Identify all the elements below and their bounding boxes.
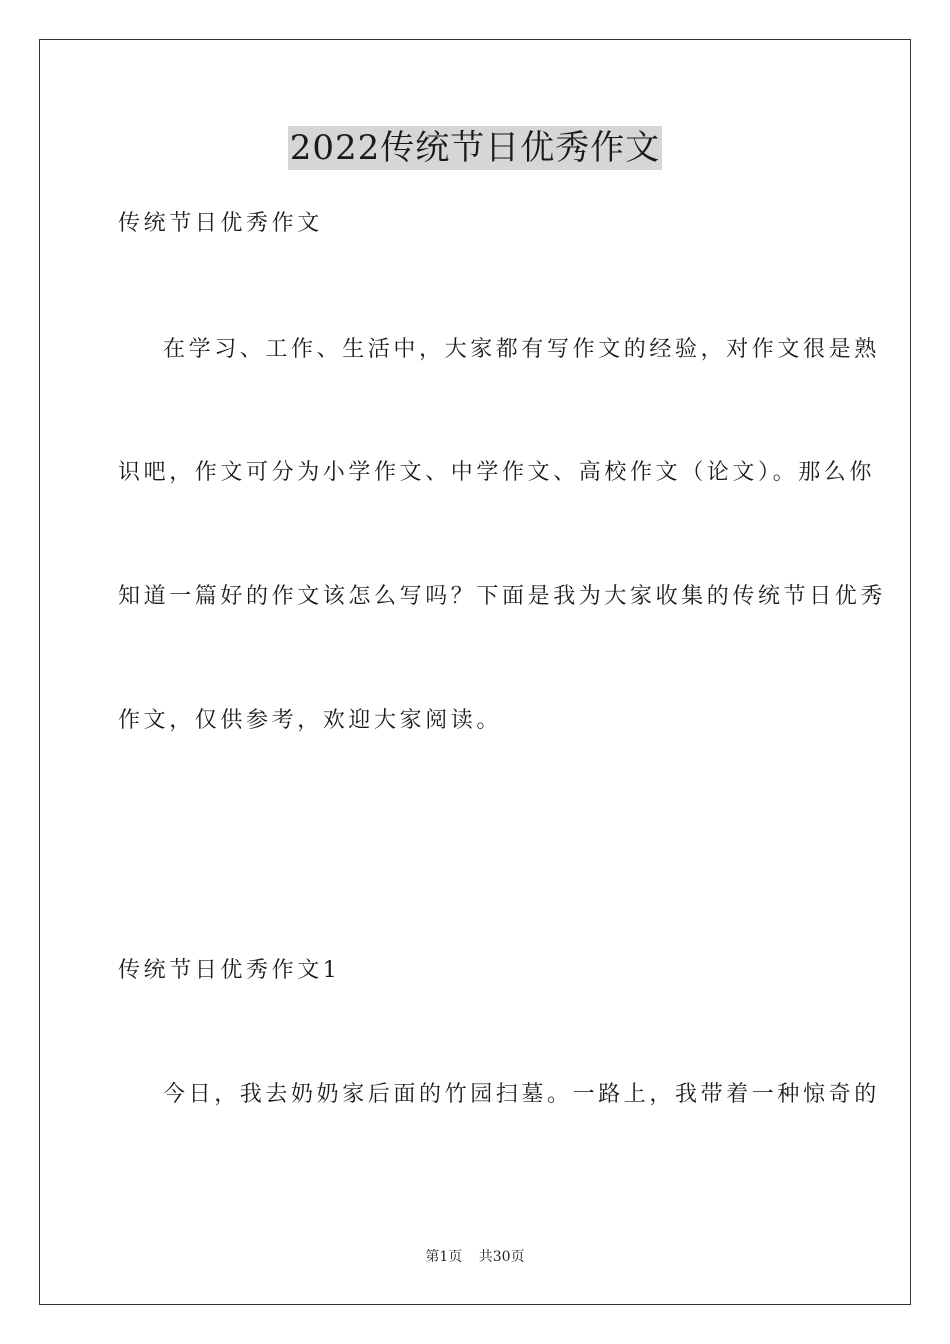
intro-line-2: 识吧，作文可分为小学作文、中学作文、高校作文（论文）。那么你 [118,460,876,485]
document-subtitle: 传统节日优秀作文 [118,211,323,236]
section-heading: 传统节日优秀作文1 [118,958,341,983]
document-title-container [0,126,950,170]
intro-line-4: 作文，仅供参考，欢迎大家阅读。 [118,708,503,733]
page-footer [0,1248,950,1266]
intro-line-1: 在学习、工作、生活中，大家都有写作文的经验，对作文很是熟 [163,337,880,362]
document-title: 2022传统节日优秀作文 [289,128,661,168]
section-first-line: 今日，我去奶奶家后面的竹园扫墓。一路上，我带着一种惊奇的 [163,1082,880,1107]
intro-line-3: 知道一篇好的作文该怎么写吗？下面是我为大家收集的传统节日优秀 [118,584,887,609]
page-number-current: 第1页 [425,1249,463,1265]
page-number-total: 共30页 [478,1249,525,1265]
